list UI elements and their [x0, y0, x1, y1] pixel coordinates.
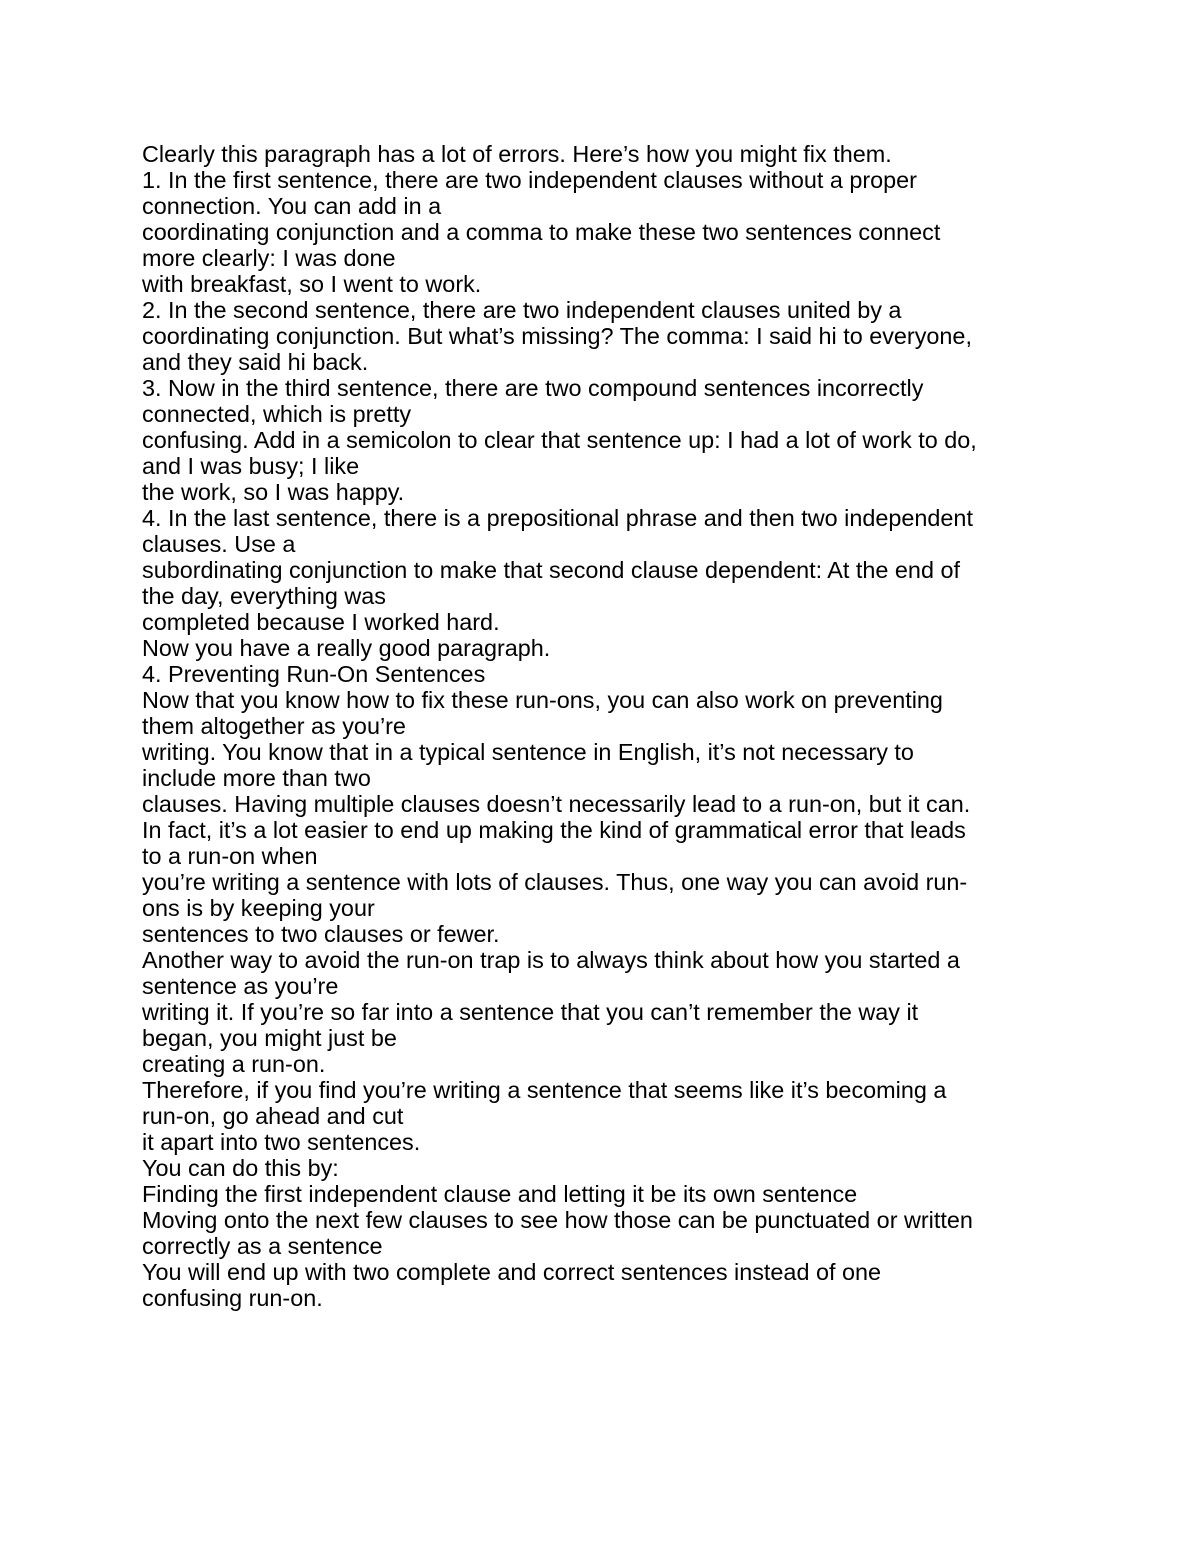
text-line: it apart into two sentences. [142, 1129, 421, 1155]
text-line: Another way to avoid the run-on trap is to always think about how you started a [142, 947, 960, 973]
text-line: 1. In the first sentence, there are two independent clauses without a proper [142, 167, 917, 193]
text-line: more clearly: I was done [142, 245, 396, 271]
text-line: coordinating conjunction. But what’s missing? The comma: I said hi to everyone, [142, 323, 972, 349]
text-line: Now you have a really good paragraph. [142, 635, 551, 661]
text-line: the day, everything was [142, 583, 387, 609]
text-line: Therefore, if you find you’re writing a sentence that seems like it’s becoming a [142, 1077, 947, 1103]
text-line: creating a run-on. [142, 1051, 326, 1077]
text-line: include more than two [142, 765, 371, 791]
text-line: You can do this by: [142, 1155, 339, 1181]
document-text-body [142, 141, 1082, 1311]
list-item: Finding the first independent clause and letting it be its own sentence [142, 1181, 858, 1207]
section-heading: 4. Preventing Run-On Sentences [142, 661, 486, 687]
text-line: you’re writing a sentence with lots of clauses. Thus, one way you can avoid run- [142, 869, 968, 895]
text-line: with breakfast, so I went to work. [142, 271, 482, 297]
text-line: 3. Now in the third sentence, there are two compound sentences incorrectly [142, 375, 924, 401]
text-line: connection. You can add in a [142, 193, 442, 219]
text-line: writing. You know that in a typical sentence in English, it’s not necessary to [142, 739, 914, 765]
list-item: Moving onto the next few clauses to see how those can be punctuated or written [142, 1207, 973, 1233]
text-line: and I was busy; I like [142, 453, 360, 479]
text-line: clauses. Having multiple clauses doesn’t necessarily lead to a run-on, but it can. [142, 791, 971, 817]
text-line: Now that you know how to fix these run-ons, you can also work on preventing [142, 687, 943, 713]
text-line: confusing. Add in a semicolon to clear that sentence up: I had a lot of work to do, [142, 427, 977, 453]
text-line: 4. In the last sentence, there is a prepositional phrase and then two independent [142, 505, 973, 531]
text-line: ons is by keeping your [142, 895, 375, 921]
text-line: the work, so I was happy. [142, 479, 405, 505]
text-line: sentence as you’re [142, 973, 339, 999]
text-line: them altogether as you’re [142, 713, 406, 739]
text-line: connected, which is pretty [142, 401, 412, 427]
text-line: sentences to two clauses or fewer. [142, 921, 500, 947]
text-line: writing it. If you’re so far into a sentence that you can’t remember the way it [142, 999, 919, 1025]
text-line: to a run-on when [142, 843, 318, 869]
text-line: 2. In the second sentence, there are two independent clauses united by a [142, 297, 902, 323]
list-item: correctly as a sentence [142, 1233, 383, 1259]
text-line: and they said hi back. [142, 349, 369, 375]
text-line: subordinating conjunction to make that second clause dependent: At the end of [142, 557, 960, 583]
text-line: coordinating conjunction and a comma to make these two sentences connect [142, 219, 941, 245]
text-line: clauses. Use a [142, 531, 296, 557]
list-item: confusing run-on. [142, 1285, 323, 1311]
list-item: You will end up with two complete and correct sentences instead of one [142, 1259, 881, 1285]
text-line: Clearly this paragraph has a lot of errors. Here’s how you might fix them. [142, 141, 892, 167]
text-line: run-on, go ahead and cut [142, 1103, 404, 1129]
text-line: In fact, it’s a lot easier to end up making the kind of grammatical error that leads [142, 817, 966, 843]
text-line: began, you might just be [142, 1025, 397, 1051]
text-line: completed because I worked hard. [142, 609, 500, 635]
